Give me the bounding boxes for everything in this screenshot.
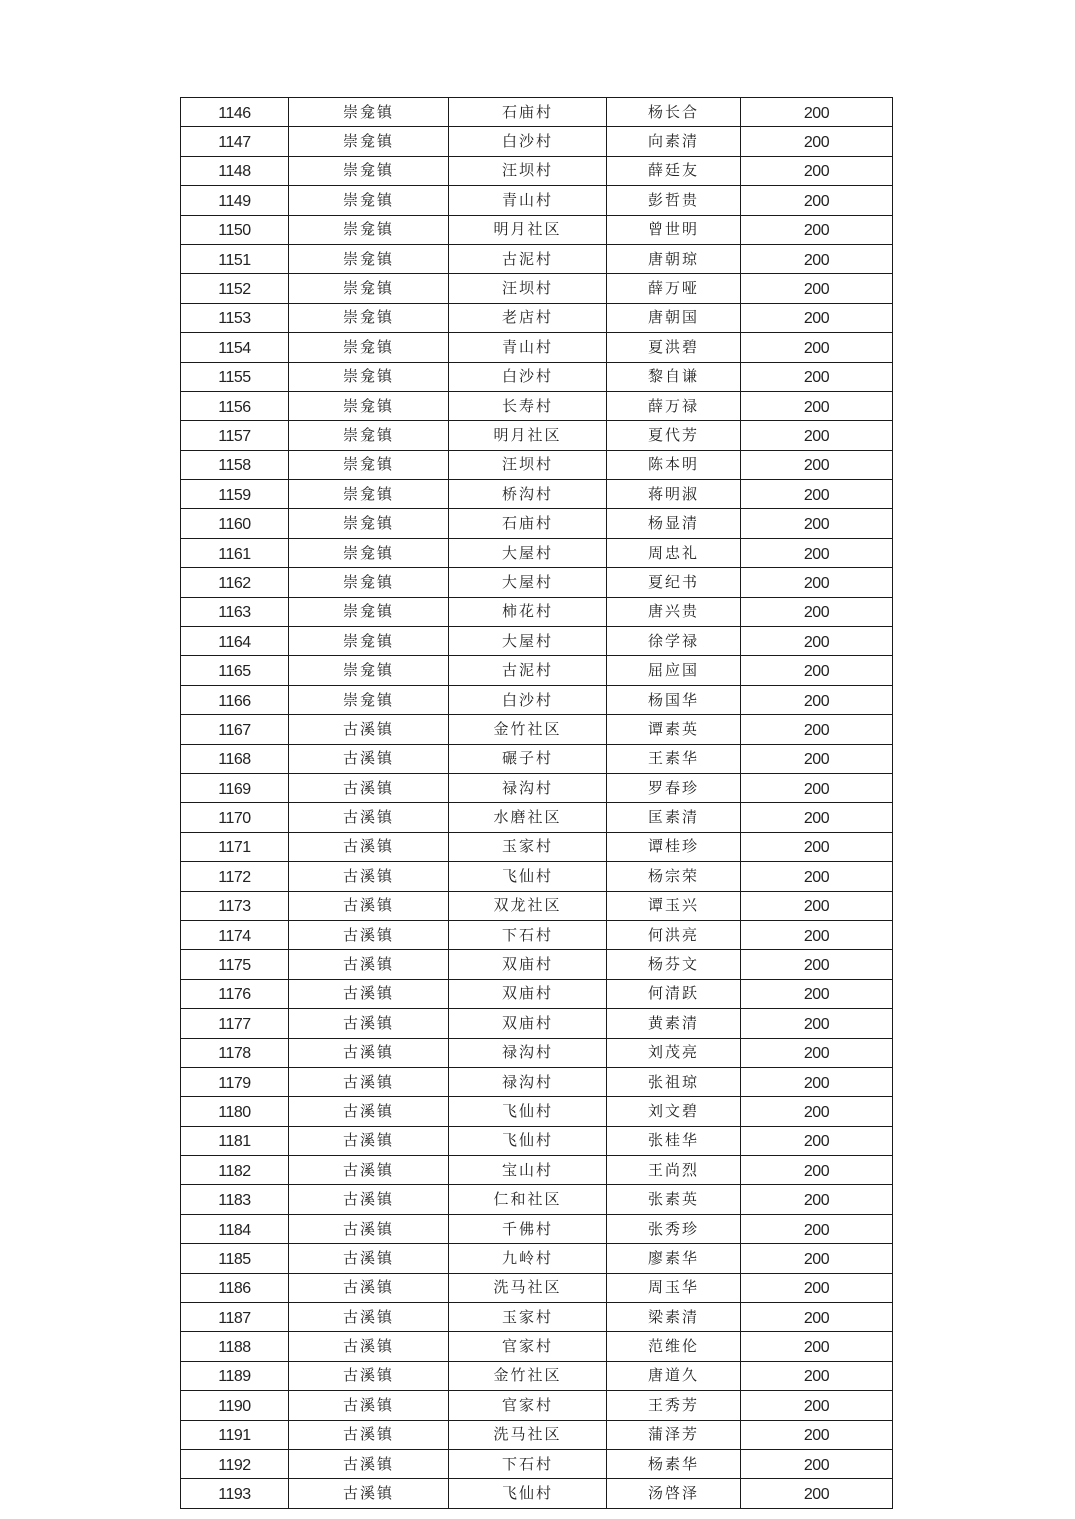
name-cell: 王素华 — [607, 744, 741, 773]
row-number-cell: 1164 — [181, 627, 289, 656]
table-row — [181, 773, 893, 802]
amount-cell: 200 — [741, 1361, 893, 1390]
name-cell: 谭玉兴 — [607, 891, 741, 920]
amount-cell: 200 — [741, 244, 893, 273]
village-cell: 千佛村 — [449, 1214, 607, 1243]
name-cell: 屈应国 — [607, 656, 741, 685]
town-cell: 古溪镇 — [289, 1273, 449, 1302]
amount-cell: 200 — [741, 1009, 893, 1038]
name-cell: 梁素清 — [607, 1303, 741, 1332]
name-cell: 谭素英 — [607, 715, 741, 744]
name-cell: 杨国华 — [607, 685, 741, 714]
village-cell: 下石村 — [449, 920, 607, 949]
table-row — [181, 1156, 893, 1185]
table-row — [181, 1038, 893, 1067]
row-number-cell: 1176 — [181, 979, 289, 1008]
village-cell: 汪坝村 — [449, 156, 607, 185]
row-number-cell: 1155 — [181, 362, 289, 391]
amount-cell: 200 — [741, 803, 893, 832]
table-row — [181, 1126, 893, 1155]
village-cell: 柿花村 — [449, 597, 607, 626]
town-cell: 古溪镇 — [289, 1332, 449, 1361]
village-cell: 玉家村 — [449, 832, 607, 861]
amount-cell: 200 — [741, 303, 893, 332]
town-cell: 崇龛镇 — [289, 244, 449, 273]
town-cell: 古溪镇 — [289, 1361, 449, 1390]
amount-cell: 200 — [741, 450, 893, 479]
table-row — [181, 920, 893, 949]
name-cell: 徐学禄 — [607, 627, 741, 656]
village-cell: 石庙村 — [449, 509, 607, 538]
town-cell: 古溪镇 — [289, 979, 449, 1008]
town-cell: 古溪镇 — [289, 920, 449, 949]
table-row — [181, 1009, 893, 1038]
row-number-cell: 1148 — [181, 156, 289, 185]
table-row — [181, 1420, 893, 1449]
town-cell: 古溪镇 — [289, 1009, 449, 1038]
table-row — [181, 1185, 893, 1214]
amount-cell: 200 — [741, 627, 893, 656]
table-row — [181, 333, 893, 362]
village-cell: 明月社区 — [449, 421, 607, 450]
table-row — [181, 1097, 893, 1126]
row-number-cell: 1182 — [181, 1156, 289, 1185]
town-cell: 崇龛镇 — [289, 274, 449, 303]
table-row — [181, 832, 893, 861]
village-cell: 汪坝村 — [449, 450, 607, 479]
table-row — [181, 98, 893, 127]
village-cell: 金竹社区 — [449, 715, 607, 744]
row-number-cell: 1185 — [181, 1244, 289, 1273]
table-row — [181, 715, 893, 744]
amount-cell: 200 — [741, 1479, 893, 1508]
amount-cell: 200 — [741, 362, 893, 391]
table-row — [181, 656, 893, 685]
amount-cell: 200 — [741, 685, 893, 714]
row-number-cell: 1171 — [181, 832, 289, 861]
row-number-cell: 1151 — [181, 244, 289, 273]
village-cell: 双庙村 — [449, 950, 607, 979]
table-row — [181, 186, 893, 215]
row-number-cell: 1170 — [181, 803, 289, 832]
name-cell: 汤啓泽 — [607, 1479, 741, 1508]
name-cell: 张素英 — [607, 1185, 741, 1214]
town-cell: 古溪镇 — [289, 1303, 449, 1332]
name-cell: 罗春珍 — [607, 773, 741, 802]
name-cell: 夏洪碧 — [607, 333, 741, 362]
row-number-cell: 1175 — [181, 950, 289, 979]
amount-cell: 200 — [741, 1185, 893, 1214]
row-number-cell: 1178 — [181, 1038, 289, 1067]
table-row — [181, 1244, 893, 1273]
name-cell: 廖素华 — [607, 1244, 741, 1273]
name-cell: 杨显清 — [607, 509, 741, 538]
village-cell: 飞仙村 — [449, 1479, 607, 1508]
amount-cell: 200 — [741, 1038, 893, 1067]
village-cell: 飞仙村 — [449, 1126, 607, 1155]
town-cell: 崇龛镇 — [289, 685, 449, 714]
name-cell: 黎自谦 — [607, 362, 741, 391]
row-number-cell: 1192 — [181, 1449, 289, 1478]
row-number-cell: 1167 — [181, 715, 289, 744]
amount-cell: 200 — [741, 862, 893, 891]
village-cell: 禄沟村 — [449, 1038, 607, 1067]
village-cell: 官家村 — [449, 1391, 607, 1420]
town-cell: 崇龛镇 — [289, 127, 449, 156]
row-number-cell: 1173 — [181, 891, 289, 920]
row-number-cell: 1166 — [181, 685, 289, 714]
town-cell: 古溪镇 — [289, 1067, 449, 1096]
amount-cell: 200 — [741, 1391, 893, 1420]
amount-cell: 200 — [741, 656, 893, 685]
town-cell: 崇龛镇 — [289, 627, 449, 656]
name-cell: 王尚烈 — [607, 1156, 741, 1185]
row-number-cell: 1190 — [181, 1391, 289, 1420]
name-cell: 彭哲贵 — [607, 186, 741, 215]
town-cell: 古溪镇 — [289, 862, 449, 891]
amount-cell: 200 — [741, 1449, 893, 1478]
name-cell: 唐道久 — [607, 1361, 741, 1390]
village-cell: 禄沟村 — [449, 773, 607, 802]
village-cell: 金竹社区 — [449, 1361, 607, 1390]
amount-cell: 200 — [741, 1067, 893, 1096]
town-cell: 崇龛镇 — [289, 568, 449, 597]
row-number-cell: 1156 — [181, 391, 289, 420]
amount-cell: 200 — [741, 98, 893, 127]
amount-cell: 200 — [741, 1303, 893, 1332]
town-cell: 古溪镇 — [289, 1420, 449, 1449]
table-row — [181, 127, 893, 156]
amount-cell: 200 — [741, 568, 893, 597]
table-row — [181, 685, 893, 714]
table-row — [181, 274, 893, 303]
amount-cell: 200 — [741, 509, 893, 538]
name-cell: 周忠礼 — [607, 538, 741, 567]
table-row — [181, 421, 893, 450]
town-cell: 古溪镇 — [289, 773, 449, 802]
town-cell: 崇龛镇 — [289, 215, 449, 244]
amount-cell: 200 — [741, 391, 893, 420]
amount-cell: 200 — [741, 891, 893, 920]
village-cell: 大屋村 — [449, 538, 607, 567]
row-number-cell: 1158 — [181, 450, 289, 479]
town-cell: 崇龛镇 — [289, 597, 449, 626]
name-cell: 曾世明 — [607, 215, 741, 244]
table-row — [181, 597, 893, 626]
amount-cell: 200 — [741, 920, 893, 949]
row-number-cell: 1163 — [181, 597, 289, 626]
town-cell: 古溪镇 — [289, 1126, 449, 1155]
name-cell: 谭桂珍 — [607, 832, 741, 861]
village-cell: 宝山村 — [449, 1156, 607, 1185]
name-cell: 杨长合 — [607, 98, 741, 127]
village-cell: 水磨社区 — [449, 803, 607, 832]
village-cell: 桥沟村 — [449, 480, 607, 509]
row-number-cell: 1184 — [181, 1214, 289, 1243]
village-cell: 青山村 — [449, 186, 607, 215]
table-row — [181, 480, 893, 509]
town-cell: 古溪镇 — [289, 803, 449, 832]
village-cell: 飞仙村 — [449, 862, 607, 891]
table-row — [181, 1479, 893, 1508]
row-number-cell: 1174 — [181, 920, 289, 949]
name-cell: 蒲泽芳 — [607, 1420, 741, 1449]
amount-cell: 200 — [741, 979, 893, 1008]
amount-cell: 200 — [741, 480, 893, 509]
table-row — [181, 450, 893, 479]
name-cell: 张祖琼 — [607, 1067, 741, 1096]
table-row — [181, 1273, 893, 1302]
amount-cell: 200 — [741, 421, 893, 450]
village-cell: 碾子村 — [449, 744, 607, 773]
table-row — [181, 215, 893, 244]
village-cell: 明月社区 — [449, 215, 607, 244]
row-number-cell: 1169 — [181, 773, 289, 802]
row-number-cell: 1183 — [181, 1185, 289, 1214]
town-cell: 崇龛镇 — [289, 391, 449, 420]
village-cell: 白沙村 — [449, 127, 607, 156]
name-cell: 周玉华 — [607, 1273, 741, 1302]
village-cell: 古泥村 — [449, 656, 607, 685]
amount-cell: 200 — [741, 1244, 893, 1273]
amount-cell: 200 — [741, 274, 893, 303]
town-cell: 古溪镇 — [289, 744, 449, 773]
village-cell: 九岭村 — [449, 1244, 607, 1273]
name-cell: 刘文碧 — [607, 1097, 741, 1126]
table-row — [181, 1303, 893, 1332]
row-number-cell: 1150 — [181, 215, 289, 244]
row-number-cell: 1160 — [181, 509, 289, 538]
row-number-cell: 1146 — [181, 98, 289, 127]
name-cell: 唐朝国 — [607, 303, 741, 332]
row-number-cell: 1165 — [181, 656, 289, 685]
town-cell: 崇龛镇 — [289, 333, 449, 362]
town-cell: 古溪镇 — [289, 1244, 449, 1273]
row-number-cell: 1147 — [181, 127, 289, 156]
village-cell: 仁和社区 — [449, 1185, 607, 1214]
table-row — [181, 391, 893, 420]
town-cell: 古溪镇 — [289, 1479, 449, 1508]
village-cell: 老店村 — [449, 303, 607, 332]
table-row — [181, 509, 893, 538]
table-row — [181, 862, 893, 891]
village-cell: 双庙村 — [449, 1009, 607, 1038]
table-row — [181, 891, 893, 920]
town-cell: 古溪镇 — [289, 1038, 449, 1067]
town-cell: 古溪镇 — [289, 891, 449, 920]
amount-cell: 200 — [741, 950, 893, 979]
table-row — [181, 1067, 893, 1096]
table-row — [181, 538, 893, 567]
row-number-cell: 1187 — [181, 1303, 289, 1332]
name-cell: 薛万哑 — [607, 274, 741, 303]
village-cell: 汪坝村 — [449, 274, 607, 303]
town-cell: 古溪镇 — [289, 1449, 449, 1478]
row-number-cell: 1153 — [181, 303, 289, 332]
village-cell: 石庙村 — [449, 98, 607, 127]
subsidy-list-table — [180, 97, 893, 1509]
row-number-cell: 1188 — [181, 1332, 289, 1361]
name-cell: 薛廷友 — [607, 156, 741, 185]
amount-cell: 200 — [741, 215, 893, 244]
row-number-cell: 1186 — [181, 1273, 289, 1302]
row-number-cell: 1159 — [181, 480, 289, 509]
amount-cell: 200 — [741, 1126, 893, 1155]
name-cell: 何洪亮 — [607, 920, 741, 949]
table-row — [181, 744, 893, 773]
table-row — [181, 156, 893, 185]
name-cell: 杨芬文 — [607, 950, 741, 979]
town-cell: 古溪镇 — [289, 832, 449, 861]
table-row — [181, 1332, 893, 1361]
table-row — [181, 362, 893, 391]
row-number-cell: 1181 — [181, 1126, 289, 1155]
amount-cell: 200 — [741, 538, 893, 567]
town-cell: 崇龛镇 — [289, 186, 449, 215]
amount-cell: 200 — [741, 333, 893, 362]
amount-cell: 200 — [741, 156, 893, 185]
village-cell: 玉家村 — [449, 1303, 607, 1332]
town-cell: 古溪镇 — [289, 1156, 449, 1185]
town-cell: 古溪镇 — [289, 1214, 449, 1243]
table-row — [181, 979, 893, 1008]
name-cell: 陈本明 — [607, 450, 741, 479]
row-number-cell: 1179 — [181, 1067, 289, 1096]
name-cell: 唐朝琼 — [607, 244, 741, 273]
name-cell: 范维伦 — [607, 1332, 741, 1361]
name-cell: 向素清 — [607, 127, 741, 156]
village-cell: 白沙村 — [449, 362, 607, 391]
name-cell: 蒋明淑 — [607, 480, 741, 509]
row-number-cell: 1152 — [181, 274, 289, 303]
row-number-cell: 1149 — [181, 186, 289, 215]
table-row — [181, 1214, 893, 1243]
village-cell: 白沙村 — [449, 685, 607, 714]
name-cell: 王秀芳 — [607, 1391, 741, 1420]
table-row — [181, 950, 893, 979]
town-cell: 崇龛镇 — [289, 362, 449, 391]
name-cell: 张桂华 — [607, 1126, 741, 1155]
town-cell: 古溪镇 — [289, 1097, 449, 1126]
town-cell: 崇龛镇 — [289, 656, 449, 685]
name-cell: 黄素清 — [607, 1009, 741, 1038]
row-number-cell: 1162 — [181, 568, 289, 597]
name-cell: 杨素华 — [607, 1449, 741, 1478]
village-cell: 洗马社区 — [449, 1273, 607, 1302]
table-row — [181, 1391, 893, 1420]
name-cell: 刘茂亮 — [607, 1038, 741, 1067]
village-cell: 古泥村 — [449, 244, 607, 273]
village-cell: 洗马社区 — [449, 1420, 607, 1449]
town-cell: 古溪镇 — [289, 1185, 449, 1214]
amount-cell: 200 — [741, 1273, 893, 1302]
row-number-cell: 1168 — [181, 744, 289, 773]
amount-cell: 200 — [741, 1097, 893, 1126]
village-cell: 双龙社区 — [449, 891, 607, 920]
row-number-cell: 1180 — [181, 1097, 289, 1126]
row-number-cell: 1193 — [181, 1479, 289, 1508]
name-cell: 唐兴贵 — [607, 597, 741, 626]
table-row — [181, 568, 893, 597]
village-cell: 双庙村 — [449, 979, 607, 1008]
amount-cell: 200 — [741, 597, 893, 626]
table-row — [181, 627, 893, 656]
town-cell: 崇龛镇 — [289, 156, 449, 185]
name-cell: 杨宗荣 — [607, 862, 741, 891]
table-row — [181, 1449, 893, 1478]
table-row — [181, 303, 893, 332]
town-cell: 崇龛镇 — [289, 450, 449, 479]
amount-cell: 200 — [741, 715, 893, 744]
table-row — [181, 1361, 893, 1390]
name-cell: 夏代芳 — [607, 421, 741, 450]
village-cell: 禄沟村 — [449, 1067, 607, 1096]
town-cell: 古溪镇 — [289, 950, 449, 979]
town-cell: 崇龛镇 — [289, 480, 449, 509]
row-number-cell: 1154 — [181, 333, 289, 362]
amount-cell: 200 — [741, 186, 893, 215]
village-cell: 大屋村 — [449, 627, 607, 656]
name-cell: 薛万禄 — [607, 391, 741, 420]
row-number-cell: 1189 — [181, 1361, 289, 1390]
village-cell: 青山村 — [449, 333, 607, 362]
town-cell: 崇龛镇 — [289, 98, 449, 127]
amount-cell: 200 — [741, 1156, 893, 1185]
row-number-cell: 1177 — [181, 1009, 289, 1038]
row-number-cell: 1191 — [181, 1420, 289, 1449]
amount-cell: 200 — [741, 832, 893, 861]
amount-cell: 200 — [741, 127, 893, 156]
town-cell: 崇龛镇 — [289, 421, 449, 450]
name-cell: 张秀珍 — [607, 1214, 741, 1243]
town-cell: 崇龛镇 — [289, 303, 449, 332]
amount-cell: 200 — [741, 744, 893, 773]
amount-cell: 200 — [741, 1420, 893, 1449]
table-body — [181, 98, 893, 1509]
amount-cell: 200 — [741, 773, 893, 802]
name-cell: 夏纪书 — [607, 568, 741, 597]
table-row — [181, 803, 893, 832]
village-cell: 官家村 — [449, 1332, 607, 1361]
town-cell: 古溪镇 — [289, 715, 449, 744]
amount-cell: 200 — [741, 1332, 893, 1361]
table-row — [181, 244, 893, 273]
name-cell: 何清跃 — [607, 979, 741, 1008]
row-number-cell: 1161 — [181, 538, 289, 567]
row-number-cell: 1172 — [181, 862, 289, 891]
town-cell: 崇龛镇 — [289, 509, 449, 538]
town-cell: 崇龛镇 — [289, 538, 449, 567]
village-cell: 大屋村 — [449, 568, 607, 597]
row-number-cell: 1157 — [181, 421, 289, 450]
village-cell: 下石村 — [449, 1449, 607, 1478]
town-cell: 古溪镇 — [289, 1391, 449, 1420]
village-cell: 飞仙村 — [449, 1097, 607, 1126]
amount-cell: 200 — [741, 1214, 893, 1243]
village-cell: 长寿村 — [449, 391, 607, 420]
name-cell: 匡素清 — [607, 803, 741, 832]
